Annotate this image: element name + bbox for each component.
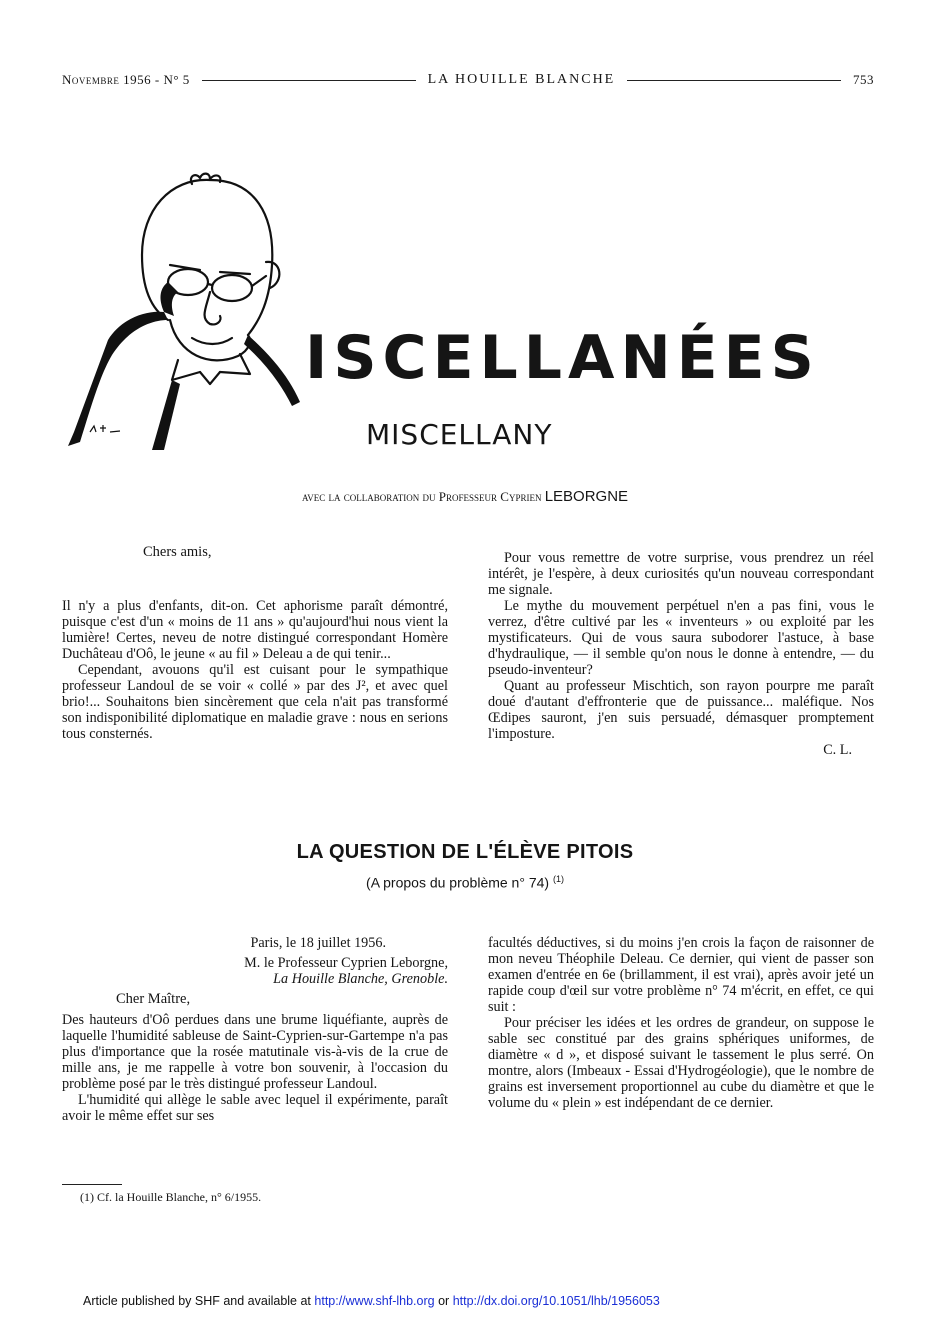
footer-text: or bbox=[438, 1294, 450, 1308]
paragraph: Pour préciser les idées et les ordres de grandeur, on suppose le sable sec constitué par des grains sphériques uniformes, de diamètre « d », et disposé suivant le tassement le plus serré. On montre, alors (Imbeaux - Essai d'Hydrogéologie), que le nombre de grains est inversement proportionnel au cube du diamètre et que le volume du « plein » est indépendant de ce dernier. bbox=[488, 1015, 874, 1111]
paragraph: Des hauteurs d'Oô perdues dans une brume liquéfiante, auprès de laquelle l'humidité sableuse de Saint-Cyprien-sur-Gartempe n'a pas plus d'importance que la rosée matutinale vis-à-vis de la crue de mille ans, je me rappelle à votre bon souvenir, à l'occasion du problème posé par le très distingué professeur Landoul. bbox=[62, 1012, 448, 1092]
paragraph: Il n'y a plus d'enfants, dit-on. Cet aphorisme paraît démontré, puisque c'est d'un « moins de 11 ans » qu'aujourd'hui nous vient la lumière! Certes, neveu de notre distingué correspondant Homère Duchâteau d'Oô, le jeune « au fil » Deleau a de qui tenir... bbox=[62, 598, 448, 662]
paragraph: Pour vous remettre de votre surprise, vous prendrez un réel intérêt, je l'espère, à deux curiosités qu'un nouveau correspondant me signale. bbox=[488, 550, 874, 598]
footnote: (1) Cf. la Houille Blanche, n° 6/1955. bbox=[80, 1190, 262, 1204]
article-subtitle-text: (A propos du problème n° 74) bbox=[366, 874, 550, 891]
intro-right-column bbox=[488, 550, 874, 758]
article-left-column bbox=[62, 1012, 448, 1124]
letter-place-date bbox=[62, 935, 392, 951]
paragraph: facultés déductives, si du moins j'en crois la façon de raisonner de mon neveu Théophile Deleau. Ce dernier, qui vient de passer son examen d'entrée en 6e (brillamment, il est vrai), après avoir jeté un rapide coup d'œil sur votre problème n° 74 m'écrit, en effet, ce qui suit : bbox=[488, 935, 874, 1015]
signature: C. L. bbox=[823, 742, 852, 758]
collaborator-name: LEBORGNE bbox=[544, 488, 629, 505]
intro-left-column bbox=[62, 598, 448, 742]
article-title: LA QUESTION DE L'ÉLÈVE PITOIS bbox=[296, 841, 634, 863]
publication-footer bbox=[83, 1294, 660, 1308]
issue-date: Novembre 1956 - N° 5 bbox=[62, 72, 190, 87]
footnote-reference: (1) bbox=[552, 874, 564, 884]
footnote-rule bbox=[62, 1184, 122, 1185]
footer-link-shf[interactable]: http://www.shf-lhb.org bbox=[314, 1294, 435, 1308]
header-rule-right bbox=[627, 80, 841, 81]
article-subtitle bbox=[0, 874, 930, 891]
addressee-line: M. le Professeur Cyprien Leborgne, bbox=[244, 955, 448, 971]
feature-subtitle: MISCELLANY bbox=[366, 418, 553, 451]
header-rule-left bbox=[202, 80, 416, 81]
paragraph: L'humidité qui allège le sable avec lequel il expérimente, paraît avoir le même effet sur ses bbox=[62, 1092, 448, 1124]
intro-salutation: Chers amis, bbox=[143, 544, 212, 560]
addressee-line: La Houille Blanche, Grenoble. bbox=[273, 971, 448, 987]
place-date: Paris, le 18 juillet 1956. bbox=[250, 935, 386, 951]
letter-addressee bbox=[62, 955, 448, 987]
letter-greeting: Cher Maître, bbox=[116, 991, 191, 1007]
feature-title: ISCELLANÉES bbox=[305, 323, 820, 393]
page-number: 753 bbox=[853, 72, 874, 87]
collaboration-prefix: avec la collaboration du Professeur Cyprien bbox=[301, 489, 542, 504]
paragraph: Le mythe du mouvement perpétuel n'en a pas fini, vous le verrez, d'être cultivé par les « inventeurs » ou exploité par les mystificateurs. Qui de vous saura subodorer l'astuce, à base d'hydraulique, — il semble qu'on nous le donne à entendre, — du pseudo-inventeur? bbox=[488, 598, 874, 678]
footer-link-doi[interactable]: http://dx.doi.org/10.1051/lhb/1956053 bbox=[452, 1294, 660, 1308]
collaboration-line bbox=[0, 488, 930, 505]
article-right-column bbox=[488, 935, 874, 1111]
journal-name: LA HOUILLE BLANCHE bbox=[427, 72, 616, 87]
paragraph: Quant au professeur Mischtich, son rayon pourpre me paraît doué d'autant d'effronterie que de puissance... maléfique. Nos Œdipes sauront, j'en suis persuadé, démasquer promptement l'imposture. bbox=[488, 678, 874, 742]
footer-text: Article published by SHF and available at bbox=[83, 1294, 311, 1308]
running-header bbox=[62, 70, 874, 90]
professor-caricature-illustration bbox=[60, 170, 330, 460]
paragraph: Cependant, avouons qu'il est cuisant pour le sympathique professeur Landoul de se voir « collé » par des J², et avec quel brio!... Souhaitons bien sincèrement que cela n'ait pas transformé son indisponibilité diplomatique en maladie grave : nous en serions tous consternés. bbox=[62, 662, 448, 742]
